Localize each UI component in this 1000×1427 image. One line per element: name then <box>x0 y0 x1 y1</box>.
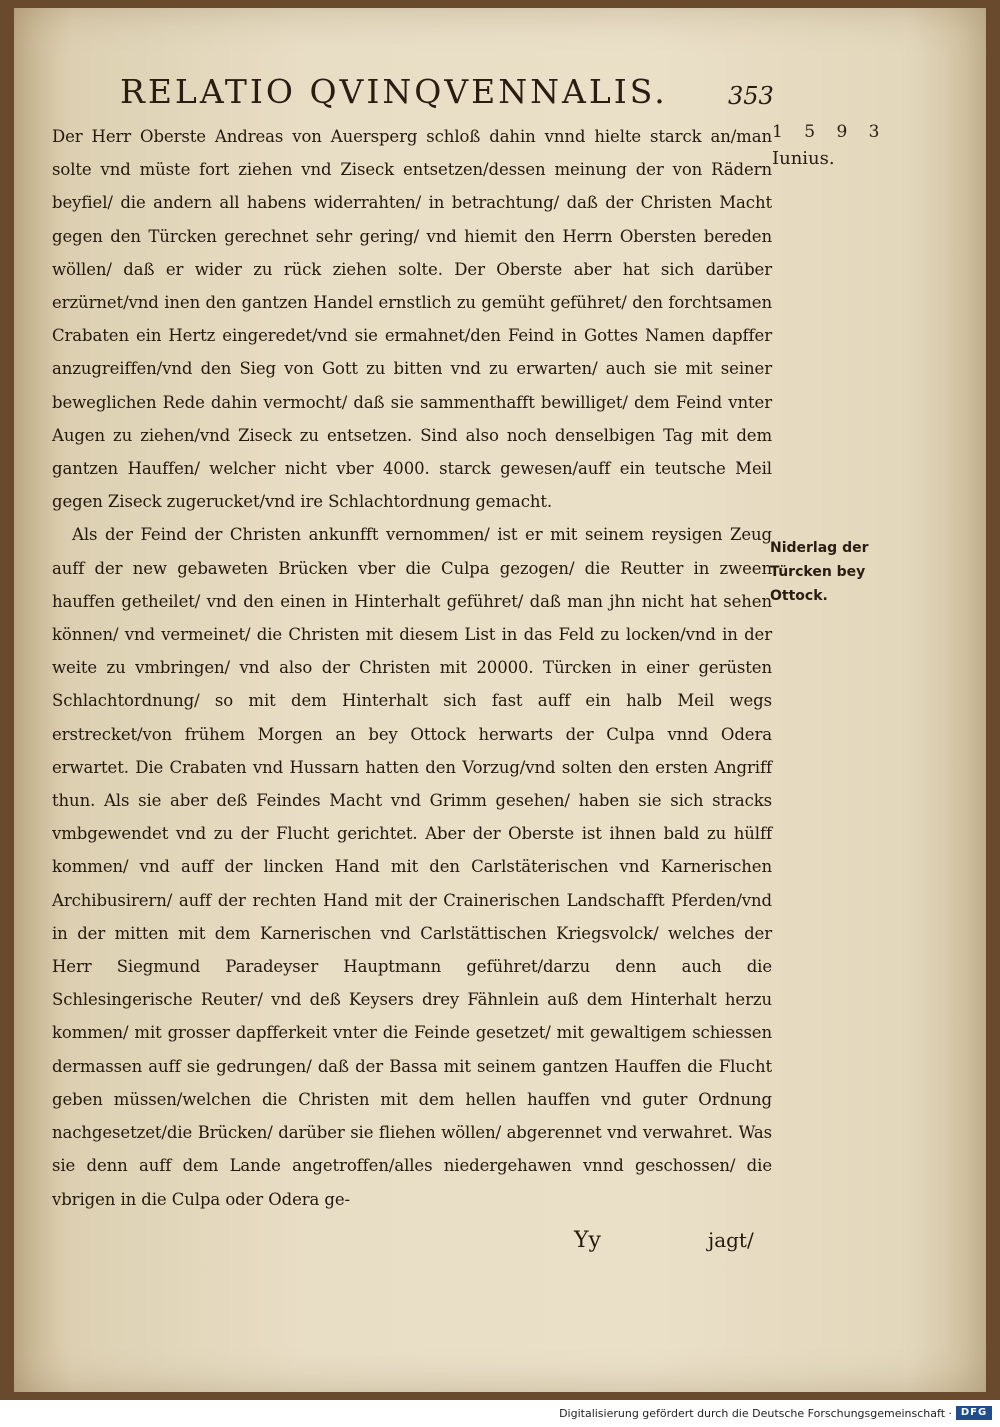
credit-text: Digitalisierung gefördert durch die Deutsche Forschungsgemeinschaft · <box>559 1407 952 1420</box>
credit-bar <box>0 1400 1000 1427</box>
page-number: 353 <box>728 82 774 110</box>
body-text <box>52 120 772 1216</box>
signature-mark: Yy <box>574 1228 601 1253</box>
margin-note: Niderlag der Türcken bey Ottock. <box>770 540 869 604</box>
running-title: RELATIO QVINQVENNALIS. <box>120 72 668 111</box>
book-page <box>14 8 986 1392</box>
paragraph-2: Als der Feind der Christen ankunfft vernommen/ ist er mit seinem reysigen Zeug auff der new gebaweten Brücken vber die Culpa gezogen/ die Reutter in zween hauffen getheilet/ vnd den einen in Hinterhalt geführet/ daß man jhn nicht hat sehen können/ vnd vermeinet/ die Christen mit diesem List in das Feld zu locken/vnd in der weite zu vmbringen/ vnd also der Christen mit 20000. Türcken in einer gerüsten Schlachtordnung/ so mit dem Hinterhalt sich fast auff ein halb Meil wegs erstrecket/von frühem Morgen an bey Ottock herwarts der Culpa vnnd Odera erwartet. Die Crabaten vnd Hussarn hatten den Vorzug/vnd solten den ersten Angriff thun. Als sie aber deß Feindes Macht vnd Grimm gesehen/ haben sie sich stracks vmbgewendet vnd zu der Flucht gerichtet. Aber der Oberste ist ihnen bald zu hülff kommen/ vnd auff der lincken Hand mit den Carlstäterischen vnd Karnerischen Archibusirern/ auff der rechten Hand mit der Crainerischen Landschafft Pferden/vnd in der mitten mit dem Karnerischen vnd Carlstättischen Kriegsvolck/ welches der Herr Siegmund Paradeyser Hauptmann geführet/darzu denn auch die Schlesingerische Reuter/ vnd deß Keysers drey Fähnlein auß dem Hinterhalt herzu kommen/ mit grosser dapfferkeit vnter die Feinde gesetzet/ mit gewaltigem schiessen dermassen auff sie gedrungen/ daß der Bassa mit seinem gantzen Hauffen die Flucht geben müssen/welchen die Christen mit dem hellen hauffen vnd guter Ordnung nachgesetzet/die Brücken/ darüber sie fliehen wöllen/ abgerennet vnd verwahret. Was sie denn auff dem Lande angetroffen/alles niedergehawen vnnd geschossen/ die vbrigen in die Culpa oder Odera ge- <box>52 525 772 1209</box>
page-header <box>120 72 800 122</box>
paragraph-1: Der Herr Oberste Andreas von Auersperg schloß dahin vnnd hielte starck an/man solte vnd müste fort ziehen vnd Ziseck entsetzen/dessen meinung der von Rädern beyfiel/ die andern all habens widerrahten/ in betrachtung/ daß der Christen Macht gegen den Türcken gerechnet sehr gering/ vnd hiemit den Herrn Obersten bereden wöllen/ daß er wider zu rück ziehen solte. Der Oberste aber hat sich darüber erzürnet/vnd inen den gantzen Handel ernstlich zu gemüht geführet/ den forchtsamen Crabaten ein Hertz eingeredet/vnd sie ermahnet/den Feind in Gottes Namen dapffer anzugreiffen/vnd den Sieg von Gott zu bitten vnd zu erwarten/ auch sie mit seiner beweglichen Rede dahin vermocht/ daß sie sammenthafft bewilliget/ dem Feind vnter Augen zu ziehen/vnd Ziseck zu entsetzen. Sind also noch denselbigen Tag mit dem gantzen Hauffen/ welcher nicht vber 4000. starck gewesen/auff ein teutsche Meil gegen Ziseck zugerucket/vnd ire Schlachtordnung gemacht. <box>52 127 772 512</box>
margin-month: Iunius. <box>772 148 835 169</box>
page-footer <box>574 1228 794 1268</box>
dfg-logo-icon: DFG <box>956 1406 992 1420</box>
margin-year: 1 5 9 3 <box>772 122 888 142</box>
catchword: jagt/ <box>708 1228 754 1252</box>
